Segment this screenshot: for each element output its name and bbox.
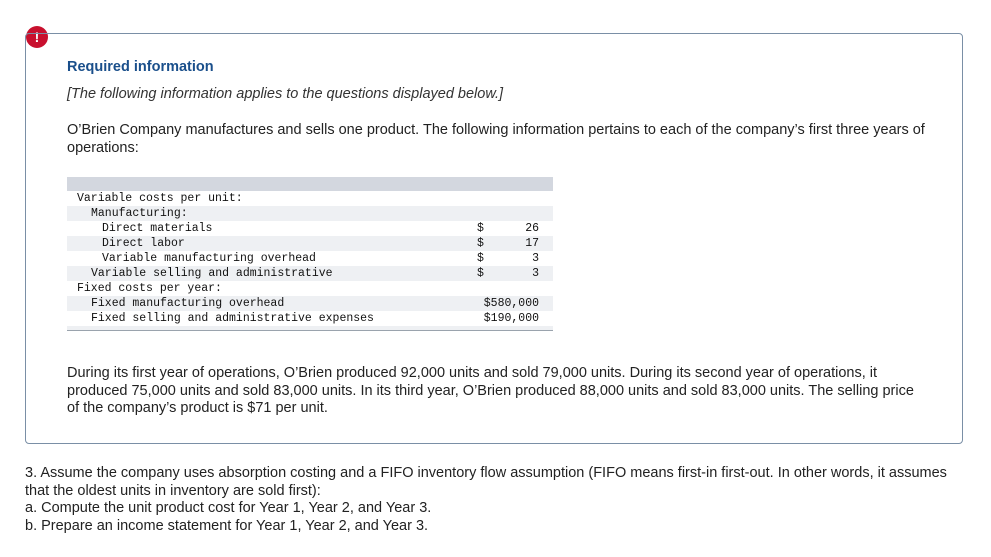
info-note: [The following information applies to the questions displayed below.]: [67, 86, 504, 102]
row-label: Fixed selling and administrative expenses: [91, 312, 374, 325]
table-row: [67, 296, 553, 311]
row-label: Variable manufacturing overhead: [102, 252, 316, 265]
row-label: Fixed costs per year:: [77, 282, 222, 295]
table-row: [67, 266, 553, 281]
row-currency: $: [477, 252, 484, 265]
row-amount: 3: [532, 267, 539, 280]
table-row: [67, 251, 553, 266]
question-text: 3. Assume the company uses absorption costing and a FIFO inventory flow assumption (FIFO means first-in first-out. In other words, it assumes that the oldest units in inventory are sold first):: [25, 465, 947, 499]
table-row: [67, 191, 553, 206]
table-header-bar: [67, 177, 553, 191]
row-currency: $: [477, 267, 484, 280]
operations-paragraph: During its first year of operations, O’Brien produced 92,000 units and sold 79,000 units. During its second year of operations, it produced 75,000 units and sold 83,000 units. In its third year, O’Brien produced 88,000 units and sold 83,000 units. The selling price of the company’s product is $71 per unit.: [67, 365, 914, 416]
row-label: Direct materials: [102, 222, 213, 235]
row-label: Variable selling and administrative: [91, 267, 333, 280]
row-label: Direct labor: [102, 237, 185, 250]
required-information-title: Required information: [67, 59, 214, 75]
row-currency: $: [477, 222, 484, 235]
row-amount: $190,000: [483, 312, 539, 325]
question-part-a: a. Compute the unit product cost for Year 1, Year 2, and Year 3.: [25, 500, 432, 516]
row-amount: $580,000: [483, 297, 539, 310]
row-currency: $: [477, 237, 484, 250]
row-amount: 26: [525, 222, 539, 235]
row-label: Fixed manufacturing overhead: [91, 297, 285, 310]
table-row: [67, 311, 553, 326]
question-part-b: b. Prepare an income statement for Year 1, Year 2, and Year 3.: [25, 517, 429, 534]
table-row: [67, 236, 553, 251]
table-bottom-rule: [67, 326, 553, 331]
table-row: [67, 281, 553, 296]
question-block: [25, 465, 975, 535]
row-amount: 17: [525, 237, 539, 250]
row-label: Variable costs per unit:: [77, 192, 243, 205]
table-row: [67, 221, 553, 236]
table-row: [67, 206, 553, 221]
row-label: Manufacturing:: [91, 207, 188, 220]
alert-icon: !: [26, 26, 48, 48]
intro-paragraph: O’Brien Company manufactures and sells one product. The following information pertains to each of the company’s first three years of operations:: [67, 122, 925, 156]
cost-table: [67, 177, 553, 341]
row-amount: 3: [532, 252, 539, 265]
